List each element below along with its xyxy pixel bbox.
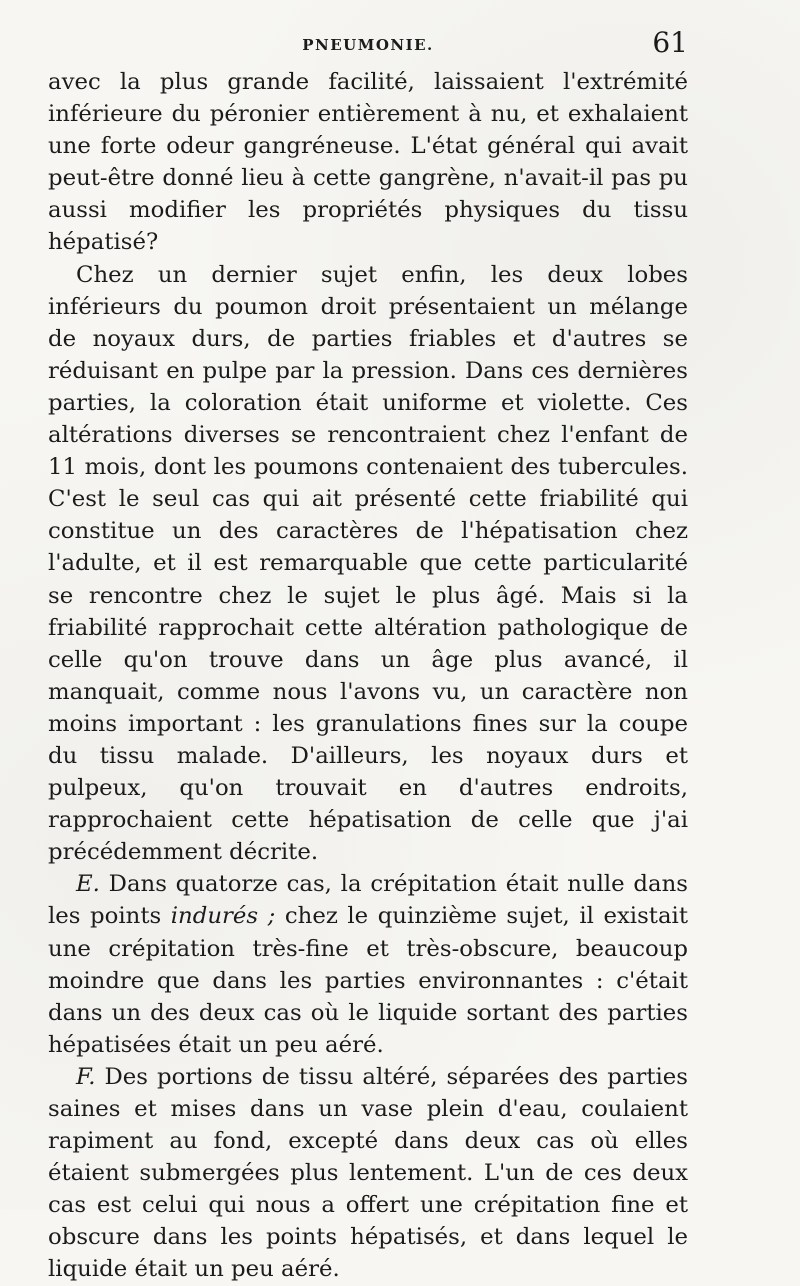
paragraph-last-subject: Chez un dernier sujet enfin, les deux lobes inférieurs du poumon droit présentaient un mélange de noyaux durs, de parties friables et d'autres se réduisant en pulpe par la pression. Dans ces dernières parties, la coloration était uniforme et violette. Ces altérations diverses se rencontraient chez l'enfant de 11 mois, dont les poumons contenaient des tubercules. C'est le seul cas qui ait présenté cette friabilité qui constitue un des caractères de l'hépatisation chez l'adulte, et il est remarquable que cette particularité se rencontre chez le sujet le plus âgé. Mais si la friabilité rapprochait cette altération pathologique de celle qu'on trouve dans un âge plus avancé, il manquait, comme nous l'avons vu, un caractère non moins important : les granulations fines sur la coupe du tissu malade. D'ailleurs, les noyaux durs et pulpeux, qu'on trouvait en d'autres endroits, rapprochaient cette hépatisation de celle que j'ai précédemment décrite.	[48, 261, 688, 866]
running-title: PNEUMONIE.	[302, 36, 434, 54]
paragraph-e-text-1: Dans quatorze cas, la crépitation était nulle dans les points	[48, 871, 688, 930]
page-number: 61	[652, 26, 688, 59]
paragraph-e	[48, 868, 688, 1061]
section-label-e: E.	[76, 871, 100, 898]
body-text	[48, 66, 688, 1286]
running-head	[48, 26, 688, 59]
paragraph-f	[48, 1061, 688, 1286]
paragraph-f-text: Des portions de tissu altéré, séparées des parties saines et mises dans un vase plein d'eau, coulaient rapiment au fond, excepté dans deux cas où elles étaient submergées plus lentement. L'un de ces deux cas est celui qui nous a offert une crépitation fine et obscure dans les points hépatisés, et dans lequel le liquide était un peu aéré.	[48, 1063, 688, 1283]
paragraph-e-text-2: chez le quinzième sujet, il existait une crépitation très-fine et très-obscure, beaucoup moindre que dans les parties environnantes : c'était dans un des deux cas où le liquide sortant des parties hépatisées était un peu aéré.	[48, 903, 688, 1058]
paragraph-e-emphasis: indurés ;	[170, 903, 276, 930]
section-label-f: F.	[76, 1063, 96, 1090]
paragraph-continuation: avec la plus grande facilité, laissaient l'extrémité inférieure du péronier entièrement à nu, et exhalaient une forte odeur gangréneuse. L'état général qui avait peut-être donné lieu à cette gangrène, n'avait-il pas pu aussi modifier les propriétés physiques du tissu hépatisé?	[48, 69, 688, 256]
